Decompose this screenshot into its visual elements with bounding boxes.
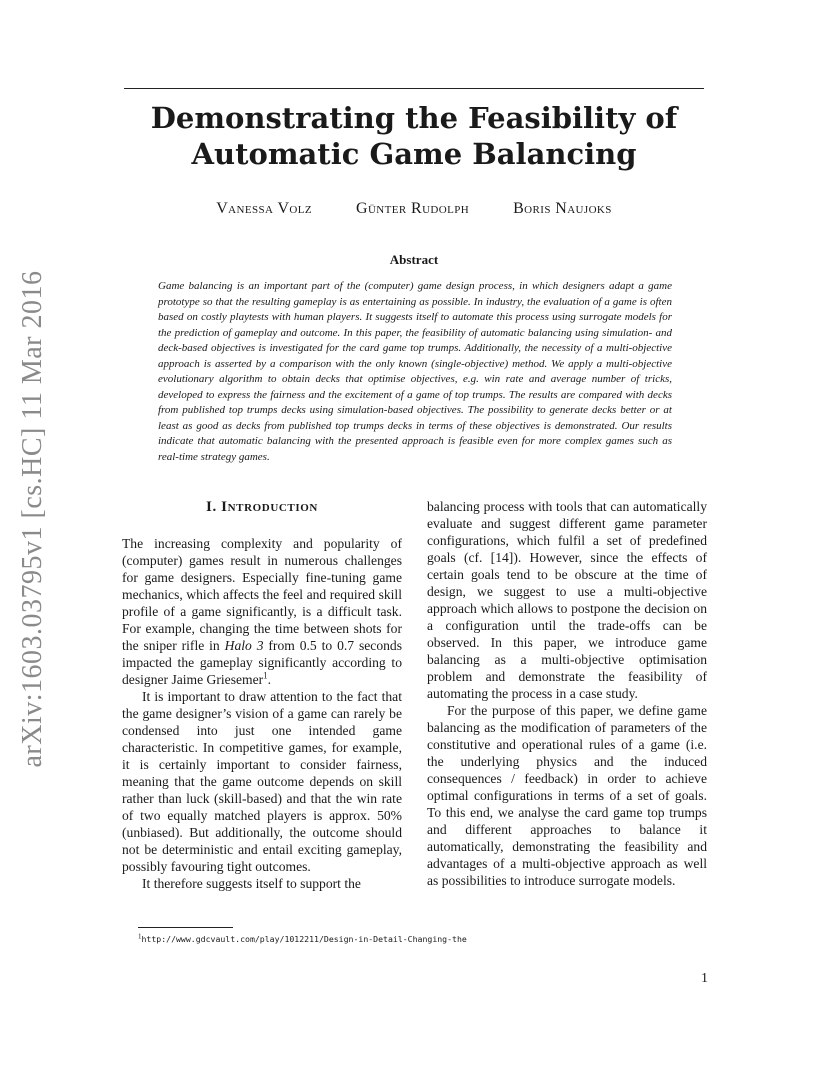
paragraph-text: from 0.5 to 0.7 seconds impacted the gameplay significantly according to designer Jaime Griesemer [122,638,403,687]
paragraph-text: The increasing complexity and popularity of (computer) games result in numerous challenges for game designers. Especially fine-tuning game mechanics, which affects the feel and required skill profile of a game significantly, is a difficult task. For example, changing the time between shots for the sniper rifle in [122,536,402,653]
intro-paragraph-2: It is important to draw attention to the fact that the game designer’s vision of a game can rarely be condensed into just one intended game characteristic. In competitive games, for example, it is certainly important to consider fairness, meaning that the game outcome depends on skill rather than luck (skill-based) and that the win rate of two equally matched players is approx. 50% (unbiased). But additionally, the outcome should not be deterministic and entail exciting gameplay, possibly favouring tight outcomes. [122,689,402,874]
author-name: Boris Naujoks [513,200,612,217]
intro-paragraph-continued: balancing process with tools that can automatically evaluate and suggest different game parameter configurations, which fulfil a set of predefined goals (cf. [14]). However, since the effects of certain goals tend to be obscure at the time of design, we suggest to use a multi-objective approach which allows to postpone the decision on a configuration until the trade-offs can be observed. In this paper, we introduce game balancing as a multi-objective optimisation problem and demonstrate the feasibility of automating the process in a case study. [427,499,707,701]
footnote-number: 1 [138,932,142,941]
section-heading-introduction: I. Introduction [206,499,318,515]
left-column [122,496,402,892]
paper-title [124,100,704,172]
intro-paragraph-3: It therefore suggests itself to support the [142,876,361,891]
page-number: 1 [701,971,708,986]
author-name: Günter Rudolph [356,200,470,217]
title-line-2: Automatic Game Balancing [191,137,637,171]
arxiv-identifier-stamp: arXiv:1603.03795v1 [cs.HC] 11 Mar 2016 [17,270,48,768]
abstract-text: Game balancing is an important part of the (computer) game design process, in which designers adapt a game prototype so that the resulting gameplay is as entertaining as possible. In industry, the evaluation of a game is often based on costly playtests with human players. It suggests itself to automate this process using surrogate models for the prediction of gameplay and outcome. In this paper, the feasibility of automatic balancing using simulation- and deck-based objectives is investigated for the card game top trumps. Additionally, the necessity of a multi-objective approach is asserted by a comparison with the only known (single-objective) method. We apply a multi-objective evolutionary algorithm to obtain decks that optimise objectives, e.g. win rate and average number of tricks, developed to express the fairness and the excitement of a game of top trumps. The results are compared with decks from published top trumps decks using simulation-based objectives. The possibility to generate decks better or at least as good as decks from published top trumps decks in terms of these objectives is demonstrated. Our results indicate that automatic balancing with the presented approach is feasible even for more complex games such as real-time strategy games. [158,280,672,463]
footnote-rule [138,927,233,928]
author-list [124,200,704,218]
game-title-halo: Halo 3 [224,638,264,653]
intro-paragraph-1 [122,535,402,688]
right-column [427,498,707,889]
paragraph-text: . [267,672,272,687]
footnote-marker[interactable]: 1 [263,670,268,681]
title-line-1: Demonstrating the Feasibility of [150,101,678,135]
author-name: Vanessa Volz [216,200,312,217]
title-top-rule [124,88,704,89]
intro-paragraph-4: For the purpose of this paper, we define game balancing as the modification of parameters of the constitutive and operational rules of a game (i.e. the underlying physics and the induced consequences / feedback) in order to achieve optimal configurations in terms of a set of goals. To this end, we analyse the card game top trumps and different approaches to balance it automatically, demonstrating the feasibility and advantages of a multi-objective approach as well as possibilities to introduce surrogate models. [427,703,707,888]
footnote [138,933,467,945]
abstract-heading: Abstract [389,252,439,267]
footnote-url-link[interactable]: http://www.gdcvault.com/play/1012211/Design-in-Detail-Changing-the [141,934,467,944]
